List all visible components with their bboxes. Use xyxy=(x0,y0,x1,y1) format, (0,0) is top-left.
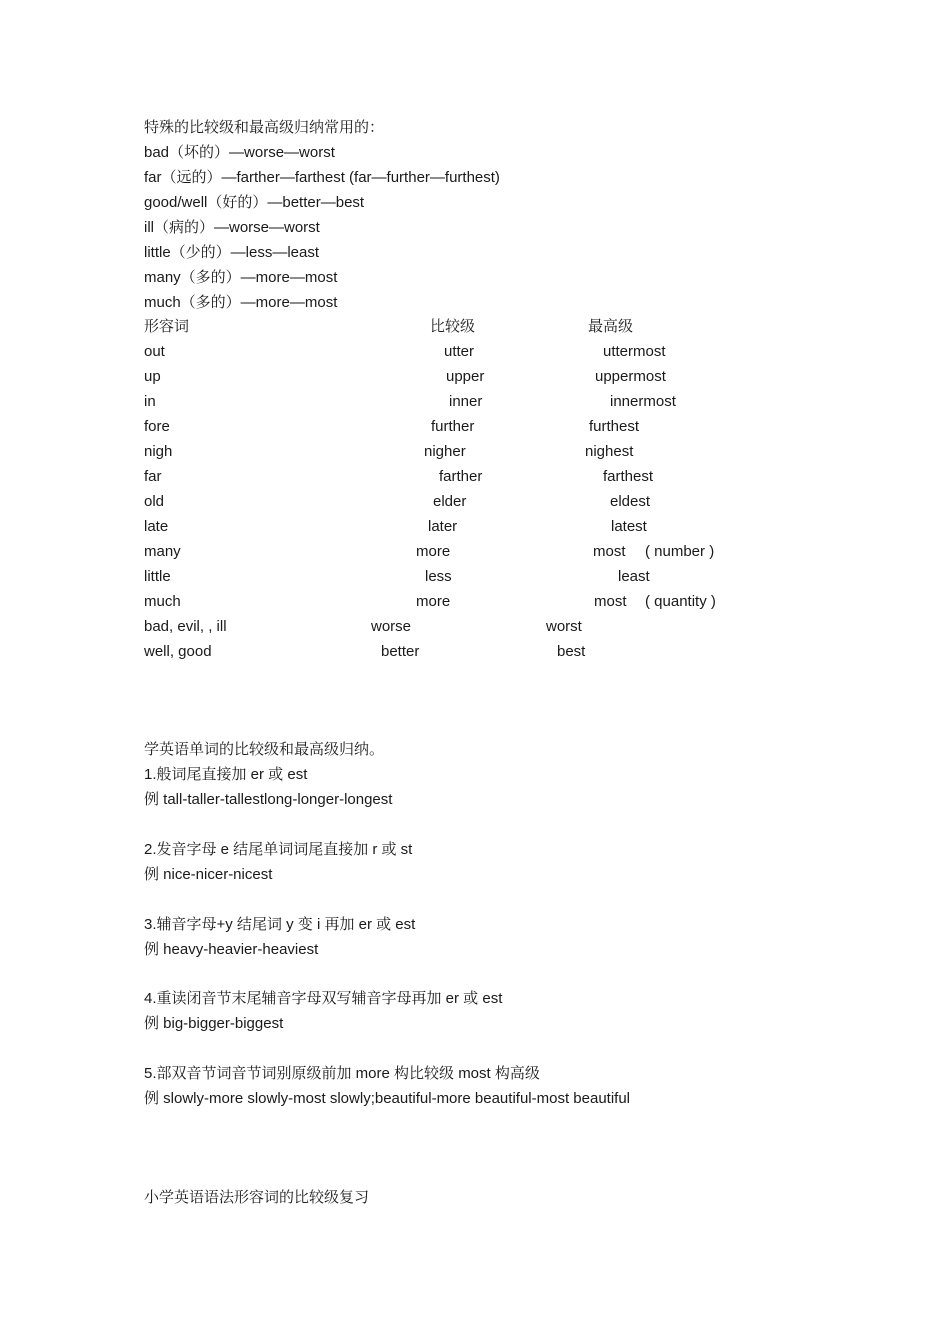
header-adjective: 形容词 xyxy=(144,318,190,335)
comparative-cell: inner xyxy=(449,393,483,410)
example-line: 例 big-bigger-biggest xyxy=(144,1015,284,1032)
comparative-cell: worse xyxy=(371,618,412,635)
adjective-cell: many xyxy=(144,543,181,560)
superlative-cell: innermost xyxy=(610,393,676,410)
adjective-cell: late xyxy=(144,518,169,535)
header-superlative: 最高级 xyxy=(588,318,634,335)
section1-title: 特殊的比较级和最高级归纳常用的： xyxy=(144,119,385,136)
comparative-cell: more xyxy=(416,543,451,560)
irregular-line: many（多的）—more—most xyxy=(144,269,338,286)
rule-line: 1.般词尾直接加 er 或 est xyxy=(144,766,308,783)
comparative-cell: better xyxy=(381,643,420,660)
rule-line: 4.重读闭音节末尾辅音字母双写辅音字母再加 er 或 est xyxy=(144,990,503,1007)
note-cell: ( quantity ) xyxy=(645,593,716,610)
section3-title: 小学英语语法形容词的比较级复习 xyxy=(144,1189,370,1206)
superlative-cell: farthest xyxy=(603,468,654,485)
adjective-cell: in xyxy=(144,393,156,410)
comparative-cell: further xyxy=(431,418,475,435)
irregular-line: good/well（好的）—better—best xyxy=(144,194,365,211)
superlative-cell: best xyxy=(557,643,586,660)
irregular-line: bad（坏的）—worse—worst xyxy=(144,144,335,161)
superlative-cell: eldest xyxy=(610,493,651,510)
table-row xyxy=(0,417,950,437)
superlative-cell: uppermost xyxy=(595,368,666,385)
rule-line: 3.辅音字母+y 结尾词 y 变 i 再加 er 或 est xyxy=(144,916,416,933)
irregular-line: little（少的）—less—least xyxy=(144,244,320,261)
table-row xyxy=(0,467,950,487)
comparative-cell: farther xyxy=(439,468,483,485)
table-row xyxy=(0,392,950,412)
comparative-cell: less xyxy=(425,568,452,585)
comparative-cell: later xyxy=(428,518,458,535)
table-row xyxy=(0,542,950,562)
adjective-cell: well, good xyxy=(144,643,212,660)
note-cell: ( number ) xyxy=(645,543,715,560)
header-comparative: 比较级 xyxy=(430,318,476,335)
example-line: 例 heavy-heavier-heaviest xyxy=(144,941,319,958)
superlative-cell: least xyxy=(618,568,650,585)
comparative-cell: more xyxy=(416,593,451,610)
table-row xyxy=(0,492,950,512)
adjective-cell: bad, evil, , ill xyxy=(144,618,227,635)
superlative-cell: worst xyxy=(546,618,582,635)
table-header-row xyxy=(0,317,950,337)
table-row xyxy=(0,592,950,612)
adjective-cell: up xyxy=(144,368,161,385)
superlative-cell: furthest xyxy=(589,418,640,435)
superlative-cell: nighest xyxy=(585,443,634,460)
rule-line: 2.发音字母 e 结尾单词词尾直接加 r 或 st xyxy=(144,841,413,858)
comparative-cell: nigher xyxy=(424,443,466,460)
example-line: 例 slowly-more slowly-most slowly;beautiful-more beautiful-most beautiful xyxy=(144,1090,630,1107)
adjective-cell: nigh xyxy=(144,443,173,460)
adjective-cell: much xyxy=(144,593,181,610)
adjective-cell: far xyxy=(144,468,162,485)
table-row xyxy=(0,567,950,587)
table-row xyxy=(0,342,950,362)
section2-title: 学英语单词的比较级和最高级归纳。 xyxy=(144,741,385,758)
irregular-line: far（远的）—farther—farthest (far—further—furthest) xyxy=(144,169,500,186)
adjective-cell: out xyxy=(144,343,165,360)
table-row xyxy=(0,442,950,462)
comparative-cell: upper xyxy=(446,368,485,385)
table-row xyxy=(0,517,950,537)
superlative-cell: most xyxy=(594,593,627,610)
comparative-cell: utter xyxy=(444,343,475,360)
table-row xyxy=(0,642,950,662)
irregular-line: ill（病的）—worse—worst xyxy=(144,219,320,236)
example-line: 例 nice-nicer-nicest xyxy=(144,866,273,883)
adjective-cell: fore xyxy=(144,418,170,435)
adjective-cell: little xyxy=(144,568,171,585)
irregular-line: much（多的）—more—most xyxy=(144,294,338,311)
table-row xyxy=(0,367,950,387)
rule-line: 5.部双音节词音节词别原级前加 more 构比较级 most 构高级 xyxy=(144,1065,540,1082)
example-line: 例 tall-taller-tallestlong-longer-longest xyxy=(144,791,393,808)
superlative-cell: most xyxy=(593,543,626,560)
table-row xyxy=(0,617,950,637)
adjective-cell: old xyxy=(144,493,165,510)
superlative-cell: latest xyxy=(611,518,647,535)
comparative-cell: elder xyxy=(433,493,467,510)
superlative-cell: uttermost xyxy=(603,343,666,360)
